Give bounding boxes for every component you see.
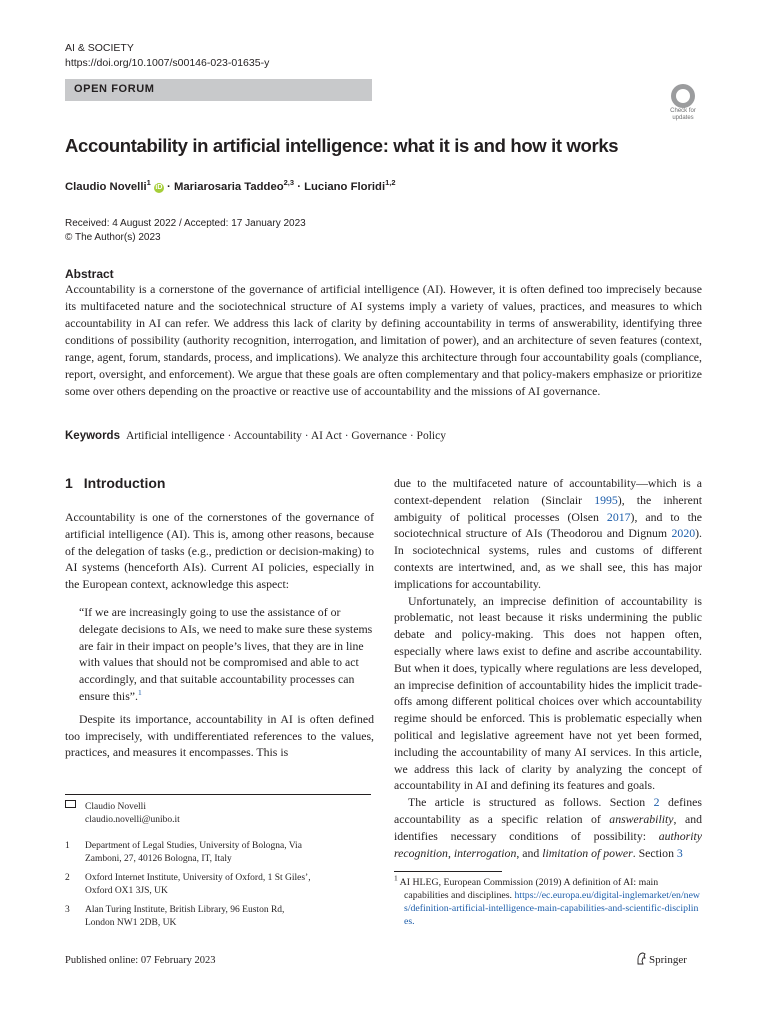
paragraph: due to the multifaceted nature of accountability—which is a context-dependent relation (Sinclair 1995), the inherent ambiguity of political processes (Olsen 2017), and to the sociotechnical structure of AIs (Theodorou and Dignum 2020). In sociotechnical systems, rules and customs of different contexts are intertwined, and, as we shall see, this has major implications for accountability. (394, 476, 702, 591)
block-quote: “If we are increasingly going to use the assistance of or delegate decisions to AIs, we need to make sure these systems are fair in their impact on people’s lives, that they are in line with values that should not be compromised and able to act accordingly, and that suitable accountability processes can ensure this”.$^1$ (79, 604, 373, 703)
check-for-updates-icon (671, 84, 695, 108)
publisher-logo[interactable]: Springer (636, 952, 687, 966)
journal-header (65, 41, 269, 71)
abstract-heading: Abstract (65, 267, 114, 281)
keywords-list: Artificial intelligence · Accountability · AI Act · Governance · Policy (125, 430, 446, 442)
section-title: Introduction (83, 475, 166, 491)
paragraph: Unfortunately, an imprecise definition of accountability is problematic, not least because it risks undermining the public debate and policy-making. This does not happen often, especially where laws exist to define and ascribe accountability. But when it does, typically where regulations are less developed, an imprecise definition of accountability hides the implicit trade-offs among different political choices over which accountability regime should be enforced. This is problematic especially when political and legislative agreement have not yet been formed, including the accountability of many AI services. In this article, we address this lack of clarity by analyzing the concept of accountability in AI and defining its features and goals. (394, 593, 702, 793)
section-label: OPEN FORUM (74, 83, 155, 95)
published-date: Published online: 07 February 2023 (65, 955, 216, 966)
received-accepted-dates: Received: 4 August 2022 / Accepted: 17 January 2023 (65, 218, 306, 229)
section-link[interactable]: 3 (676, 845, 683, 860)
corresponding-email[interactable]: claudio.novelli@unibo.it (85, 815, 180, 825)
author-name[interactable]: Mariarosaria Taddeo (173, 180, 284, 193)
footnote-rule (65, 794, 371, 795)
keywords-line (65, 430, 446, 442)
copyright-line: © The Author(s) 2023 (65, 232, 161, 243)
footnote-rule (394, 871, 502, 872)
footnote-url[interactable]: https://ec.europa.eu/digital-inglemarket/en/news/definition-artificial-intelligence-main-capabilities-and-scientific-disciplines. (404, 890, 701, 927)
section-link[interactable]: 2 (653, 795, 660, 810)
left-column (65, 509, 374, 761)
right-column (394, 475, 702, 861)
footnote-1: $^1$ AI HLEG, European Commission (2019) A definition of AI: main capabilities and disciplines. https://ec.europa.eu/digital-inglemarket/en/news/definition-artificial-intelligence-main-capabilities-and-scientific-disciplines. (394, 873, 701, 927)
section-number: 1 (65, 475, 73, 491)
article-dates (65, 217, 306, 245)
journal-name: AI & SOCIETY (65, 42, 134, 54)
doi-link[interactable]: https://doi.org/10.1007/s00146-023-01635-y (65, 57, 270, 69)
citation-link[interactable]: 2020 (671, 526, 696, 541)
author-name[interactable]: Claudio Novelli (65, 180, 147, 193)
footnote-ref[interactable]: 1 (137, 688, 142, 698)
check-for-updates-badge[interactable]: Check for updates (662, 84, 704, 124)
author-name[interactable]: Luciano Floridi (304, 180, 386, 193)
springer-horse-icon (636, 952, 646, 965)
article-title: Accountability in artificial intelligence: what it is and how it works (65, 135, 619, 156)
envelope-icon (65, 800, 76, 808)
citation-link[interactable]: 2017 (606, 509, 631, 524)
keywords-label: Keywords (65, 430, 120, 442)
section-heading-introduction (65, 475, 165, 491)
author-list: Claudio Novelli$^1$ iD · Mariarosaria Taddeo$^{2,3}$ · Luciano Floridi$^{1,2}$ (65, 178, 396, 193)
paragraph: Accountability is one of the cornerstones of the governance of artificial intelligence (AI). This is, among other reasons, because of the delegation of tasks (e.g., prediction or decision-making) to AI systems (henceforth AIs). Current AI policies, especially in the European context, acknowledge this aspect: (65, 510, 374, 592)
citation-link[interactable]: 1995 (594, 492, 618, 507)
orcid-icon[interactable]: iD (155, 183, 163, 191)
paragraph: The article is structured as follows. Section 2 defines accountability as a specific relation of answerability, and identifies necessary conditions of possibility: authority recognition, interrogation, and limitation of power. Section 3 (394, 795, 703, 860)
corresponding-name: Claudio Novelli (85, 802, 146, 812)
paragraph: Despite its importance, accountability in AI is often defined too imprecisely, with undifferentiated references to the values, practices, and measures it encompasses. This is (65, 711, 374, 760)
abstract-text: Accountability is a cornerstone of the governance of artificial intelligence (AI). However, it is often defined too imprecisely because its multifaceted nature and the sociotechnical structure of AI systems imply a variety of values, practices, and measures to which accountability in AI can refer. We address this lack of clarity by defining accountability in terms of answerability, identifying three conditions of possibility (authority recognition, interrogation, and limitation of power), and an architecture of seven features (context, range, agent, forum, standards, process, and implications). We analyze this architecture through four accountability goals (compliance, report, oversight, and enforcement). We argue that these goals are often complementary and that policy-makers emphasize or prioritize some over others depending on the proactive or reactive use of accountability and the missions of AI governance. (65, 282, 702, 398)
